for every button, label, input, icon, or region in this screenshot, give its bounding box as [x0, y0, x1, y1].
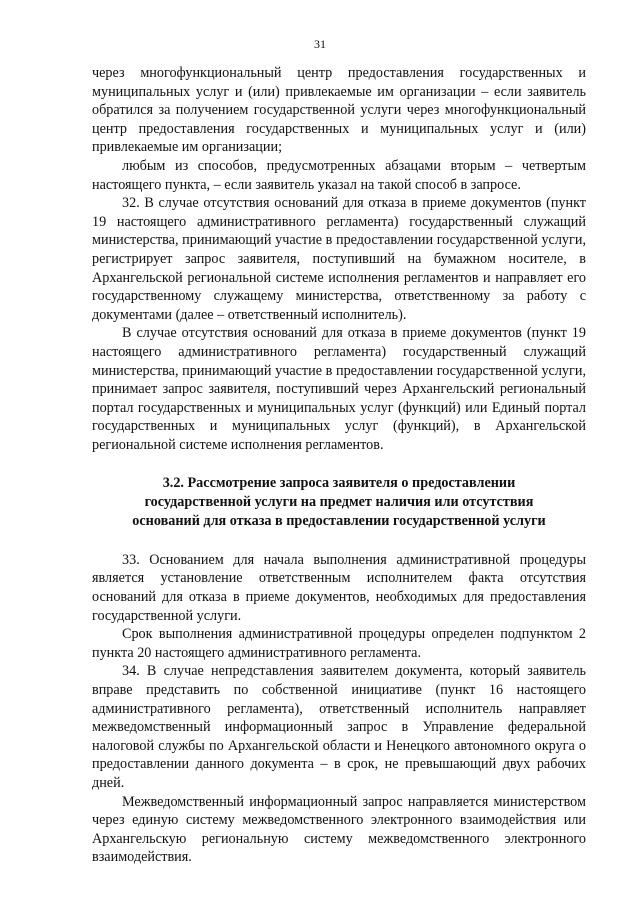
- paragraph: через многофункциональный центр предоставления государственных и муниципальных услуг и (или) привлекаемые им организации – если заявитель обратился за получением государственной услуги через многофункциональный центр предоставления государственных и муниципальных услуг и (или) привлекаемые им организации;: [92, 65, 586, 156]
- paragraph: Межведомственный информационный запрос направляется министерством через единую систему межведомственного электронного взаимодействия или Архангельскую региональную систему межведомственного электронного взаимодействия.: [92, 793, 586, 866]
- section-heading-line: 3.2. Рассмотрение запроса заявителя о предоставлении: [162, 475, 516, 492]
- paragraph-item-34: 34. В случае непредставления заявителем документа, который заявитель вправе представить по собственной инициативе (пункт 16 настоящего административного регламента), ответственный исполнитель направляет межведомственный информационный запрос в Управление федеральной налоговой службы по Архангельской области и Ненецкого автономного округа о предоставлении данного документа – в срок, не превышающий двух рабочих дней.: [92, 663, 586, 791]
- paragraph-item-32: 32. В случае отсутствия оснований для отказа в приеме документов (пункт 19 настоящего административного регламента) государственный служащий министерства, принимающий участие в предоставлении государственной услуги, регистрирует запрос заявителя, поступивший на бумажном носителе, в Архангельской региональной системе исполнения регламентов и направляет его государственному служащему министерства, ответственному за работу с документами (далее – ответственный исполнитель).: [92, 195, 586, 323]
- document-body: [92, 64, 586, 867]
- section-heading-line: государственной услуги на предмет наличия или отсутствия: [144, 494, 534, 511]
- paragraph: любым из способов, предусмотренных абзацами вторым – четвертым настоящего пункта, – если заявитель указал на такой способ в запросе.: [92, 157, 586, 193]
- section-heading-line: оснований для отказа в предоставлении государственной услуги: [132, 513, 546, 530]
- section-heading: [92, 474, 586, 530]
- paragraph: Срок выполнения административной процедуры определен подпунктом 2 пункта 20 настоящего административного регламента.: [92, 626, 586, 661]
- paragraph: В случае отсутствия оснований для отказа в приеме документов (пункт 19 настоящего административного регламента) государственный служащий министерства, принимающий участие в предоставлении государственной услуги, принимает запрос заявителя, поступивший через Архангельский региональный портал государственных и муниципальных услуг (функций) или Единый портал государственных и муниципальных услуг (функций), в Архангельской региональной системе исполнения регламентов.: [92, 325, 586, 453]
- paragraph-item-33: 33. Основанием для начала выполнения административной процедуры является установление ответственным исполнителем факта отсутствия оснований для отказа в приеме документов, необходимых для предоставления государственной услуги.: [92, 551, 586, 624]
- page-number: 31: [314, 37, 326, 51]
